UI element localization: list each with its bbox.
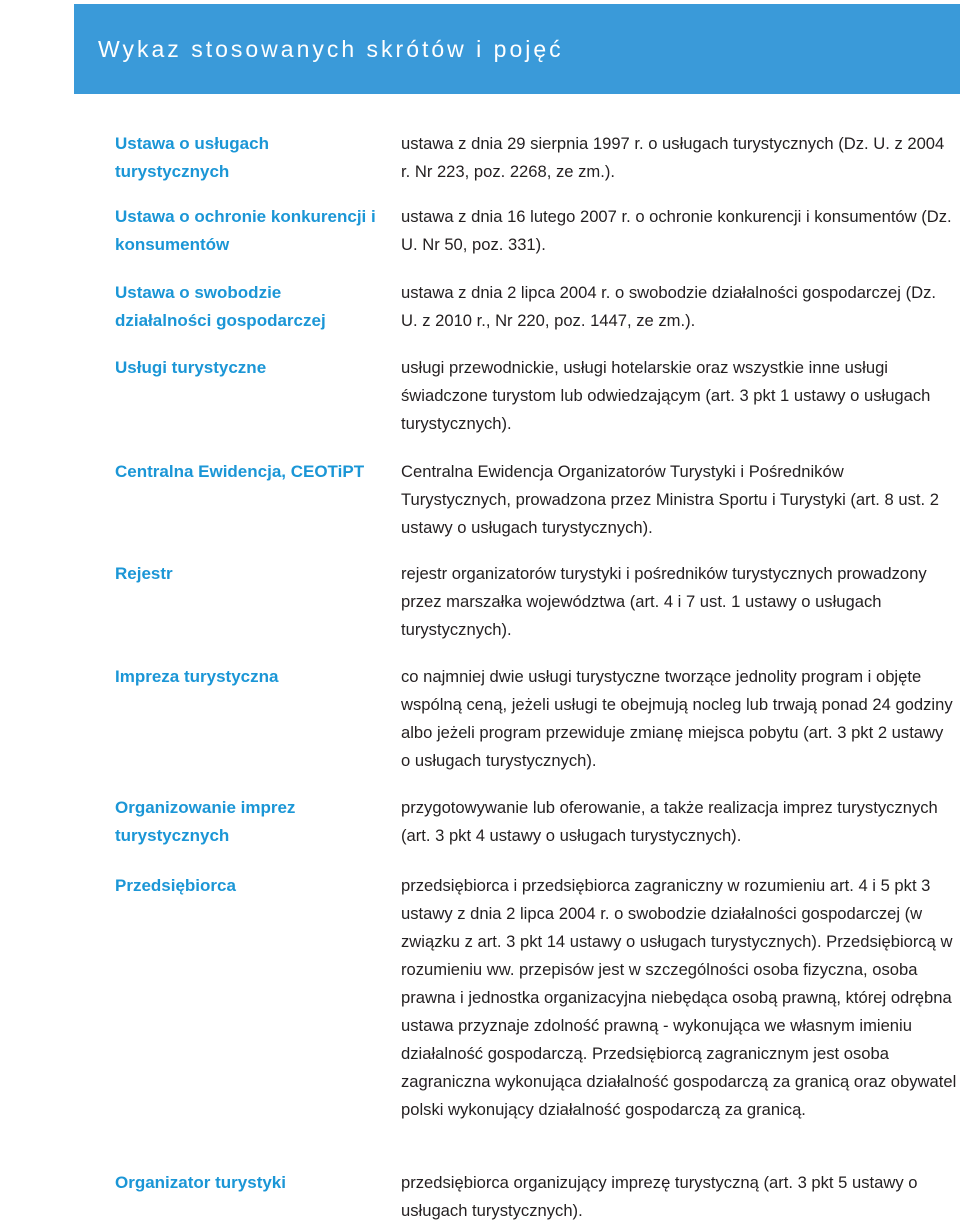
glossary-definition: przedsiębiorca i przedsiębiorca zagraniczny w rozumieniu art. 4 i 5 pkt 3 ustawy z dnia 2 lipca 2004 r. o swobodzie działalności gospodarczej (w związku z art. 3 pkt 14 ustawy o usługach turystycznych). Przedsiębiorcą w rozumieniu ww. przepisów jest w szczególności osoba fizyczna, osoba prawna i jednostka organizacyjna niebędąca osobą prawną, której odrębna ustawa przyznaje zdolność prawną - wykonująca we własnym imieniu działalność gospodarczą. Przedsiębiorcą zagranicznym jest osoba zagraniczna wykonująca działalność gospodarczą za granicą oraz obywatel polski wykonujący działalność gospodarczą za granicą.: [401, 876, 957, 1119]
glossary-term: Ustawa o usługach turystycznych: [115, 134, 269, 181]
glossary-definition: przedsiębiorca organizujący imprezę turystyczną (art. 3 pkt 5 ustawy o usługach turystycznych).: [401, 1173, 918, 1220]
glossary-term: Centralna Ewidencja, CEOTiPT: [115, 462, 365, 481]
glossary-term: Ustawa o ochronie konkurencji i konsumentów: [115, 207, 376, 254]
glossary-term: Impreza turystyczna: [115, 667, 279, 686]
glossary-term: Organizator turystyki: [115, 1173, 286, 1192]
glossary-definition: ustawa z dnia 16 lutego 2007 r. o ochronie konkurencji i konsumentów (Dz. U. Nr 50, poz. 331).: [401, 207, 952, 254]
page-title: Wykaz stosowanych skrótów i pojęć: [98, 36, 564, 62]
glossary-definition: ustawa z dnia 29 sierpnia 1997 r. o usługach turystycznych (Dz. U. z 2004 r. Nr 223, poz. 2268, ze zm.).: [401, 134, 945, 181]
glossary-definition: przygotowywanie lub oferowanie, a także realizacja imprez turystycznych (art. 3 pkt 4 ustawy o usługach turystycznych).: [401, 798, 938, 845]
glossary-term: Przedsiębiorca: [115, 876, 236, 895]
glossary-term: Rejestr: [115, 564, 173, 583]
glossary-definition: ustawa z dnia 2 lipca 2004 r. o swobodzie działalności gospodarczej (Dz. U. z 2010 r., Nr 220, poz. 1447, ze zm.).: [401, 283, 936, 330]
glossary-definition: co najmniej dwie usługi turystyczne tworzące jednolity program i objęte wspólną ceną, jeżeli usługi te obejmują nocleg lub trwają ponad 24 godziny albo jeżeli program przewiduje zmianę miejsca pobytu (art. 3 pkt 2 ustawy o usługach turystycznych).: [401, 667, 953, 770]
glossary-term: Usługi turystyczne: [115, 358, 267, 377]
glossary-term: Organizowanie imprez turystycznych: [115, 798, 296, 845]
glossary-definition: Centralna Ewidencja Organizatorów Turystyki i Pośredników Turystycznych, prowadzona przez Ministra Sportu i Turystyki (art. 8 ust. 2 ustawy o usługach turystycznych).: [401, 462, 939, 537]
glossary-term: Ustawa o swobodzie działalności gospodarczej: [115, 283, 326, 330]
glossary-definition: usługi przewodnickie, usługi hotelarskie oraz wszystkie inne usługi świadczone turystom lub odwiedzającym (art. 3 pkt 1 ustawy o usługach turystycznych).: [401, 358, 931, 433]
header-bar: [74, 4, 960, 94]
glossary-definition: rejestr organizatorów turystyki i pośredników turystycznych prowadzony przez marszałka województwa (art. 4 i 7 ust. 1 ustawy o usługach turystycznych).: [401, 564, 927, 639]
